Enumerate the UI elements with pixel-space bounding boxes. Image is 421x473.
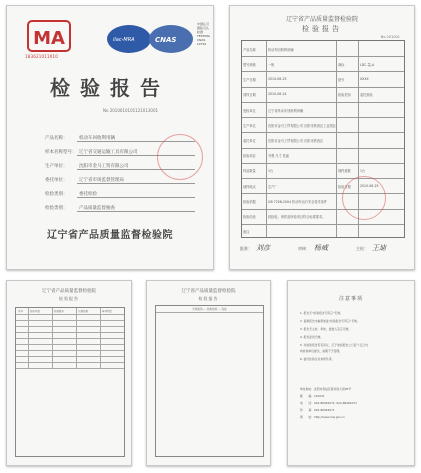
cma-text: MA xyxy=(33,28,65,49)
inspection-detail-page xyxy=(146,280,271,466)
table-header-cell: 单项判定 xyxy=(102,310,113,313)
table-gridline xyxy=(16,362,124,363)
cnas-label: CNAS xyxy=(155,36,177,44)
page-title: 检验报告 xyxy=(59,296,79,301)
table-cell: 检验结论 xyxy=(243,215,256,220)
inspection-box xyxy=(155,305,264,457)
red-stamp-icon xyxy=(157,134,203,180)
table-cell: 备注 xyxy=(243,230,250,235)
table-gridline xyxy=(16,368,124,369)
report-number: No 2010010101121013001 xyxy=(103,108,159,113)
inspector-label: 主检： xyxy=(356,246,368,251)
table-cell: 抽样地点 xyxy=(243,184,256,189)
cover-field: 委托单位： 辽宁省市场监督管理局 xyxy=(45,175,195,189)
inspection-box-header-text: 外观检验 — 结构检验 — 性能 xyxy=(192,308,227,311)
table-column-divider xyxy=(100,308,101,368)
table-cell: 检验类别 xyxy=(338,93,351,98)
table-cell: 到样日期 xyxy=(243,93,256,98)
notes-page xyxy=(287,280,415,466)
postcode-line: 邮 编：110031 xyxy=(300,394,325,398)
page-title: 检验报告 xyxy=(198,296,219,301)
table-cell: 经检验，该样品所检项目符合标准要求。 xyxy=(268,215,326,220)
reviewer-signature: 杨威 xyxy=(314,244,328,252)
table-column-divider xyxy=(52,308,53,368)
inspection-box-header xyxy=(156,306,263,313)
report-title: 检验报告 xyxy=(50,76,170,100)
table-header-cell: 实测结果 xyxy=(78,310,89,313)
page-org-header: 辽宁省产品质量监督检验院 xyxy=(42,289,96,294)
table-cell: 2010-06-25 xyxy=(268,77,287,82)
table-cell: 抽样基数 xyxy=(338,169,351,174)
signature-row xyxy=(240,244,410,260)
table-gridline xyxy=(16,314,124,315)
note-item: 4. 报告涂改无效。 xyxy=(300,335,324,339)
table-column-divider xyxy=(76,308,77,368)
table-gridline xyxy=(16,326,124,327)
fax-line: 传 真：024-86462071 xyxy=(300,408,335,412)
table-gridline xyxy=(16,338,124,339)
table-header-cell: 检验项目 xyxy=(30,310,41,313)
cover-field: 检验类别： 委托检验 xyxy=(45,189,195,203)
inspector-signature: 王迪 xyxy=(372,244,386,252)
table-header-cell: 序号 xyxy=(18,310,24,313)
table-gridline xyxy=(16,344,124,345)
table-cell: 外观 尺寸 性能 xyxy=(268,154,290,159)
table-cell: 一般 xyxy=(268,62,275,67)
cnas-subtitle: 中国认可 国际互认 检测 TESTING CNAS L0792 xyxy=(197,22,210,46)
table-cell: XXXX xyxy=(360,77,369,82)
note-item: 2. 复制报告未重新加盖“检验报告专用章”无效。 xyxy=(300,319,360,323)
table-cell: 批号 xyxy=(338,78,345,83)
test-results-table xyxy=(15,307,125,457)
cover-field: 产品名称： 机动车回收利用辆 xyxy=(45,133,195,147)
table-cell: 受检单位 xyxy=(243,108,256,113)
approver-signature: 刘彦 xyxy=(256,244,270,252)
note-item: 向检验单位提出，逾期不予受理。 xyxy=(300,349,342,353)
note-item: 6. 委托检验仅对来样负责。 xyxy=(300,357,335,361)
table-cell: 产品名称 xyxy=(243,47,256,52)
cma-number: 183621011010 xyxy=(25,54,58,59)
reviewer-label: 审核： xyxy=(298,246,310,251)
table-cell: 沈阳市金马工贸有限公司 沈阳市铁西区 xyxy=(268,138,324,143)
table-gridline xyxy=(16,332,124,333)
note-item: 5. 对检验报告若有异议，应于收到报告之日起十五日内 xyxy=(300,343,368,347)
table-cell: 2010-06-25 xyxy=(360,183,379,188)
table-cell: 型号规格 xyxy=(243,62,256,67)
note-item: 3. 报告无主检、审核、批准人签章无效。 xyxy=(300,327,352,331)
notes-title: 注意事项 xyxy=(338,296,363,302)
table-gridline xyxy=(16,320,124,321)
table-cell: 委托检验 xyxy=(360,93,373,98)
report-detail-page xyxy=(229,5,415,270)
table-cell: 检验项目 xyxy=(243,154,256,159)
table-cell: 辽宁省机动车回收利用辆 xyxy=(268,108,304,113)
table-cell: 2010-06-24 xyxy=(268,92,287,97)
report-cover-page xyxy=(6,5,214,270)
table-gridline xyxy=(16,356,124,357)
page-org-header: 辽宁省产品质量监督检验院 xyxy=(285,16,358,23)
table-gridline xyxy=(16,350,124,351)
table-column-divider xyxy=(336,41,337,237)
table-header-cell: 标准要求 xyxy=(54,310,65,313)
cma-logo-icon xyxy=(27,20,71,58)
phone-line: 电 话：024-86462072, 024-86462071 xyxy=(300,401,357,405)
address-line: 单位地址：沈阳市皇姑区黄河南大街95号 xyxy=(300,387,352,391)
table-cell: 生产厂 xyxy=(268,184,278,189)
table-cell: 检验日期 xyxy=(338,184,351,189)
report-number: No 201001 xyxy=(380,35,400,39)
table-cell: 检验依据 xyxy=(243,199,256,204)
ilac-mra-label: ilac-MRA xyxy=(113,37,135,43)
cover-field: 生产单位： 沈阳市金马工贸有限公司 xyxy=(45,161,195,175)
table-cell: GB 7258-2004 机动车运行安全技术条件 xyxy=(268,199,328,204)
approver-label: 批准： xyxy=(240,246,252,251)
table-cell: 机动车回收利用辆 xyxy=(268,47,294,52)
page-title: 检验报告 xyxy=(302,25,342,33)
page-org-header: 辽宁省产品质量监督检验院 xyxy=(181,289,236,294)
issuing-organization: 辽宁省产品质量监督检验院 xyxy=(47,230,173,241)
test-results-page xyxy=(6,280,132,466)
table-cell: 生产日期 xyxy=(243,78,256,83)
table-cell: 1台 xyxy=(360,169,366,174)
note-item: 1. 报告无“检验报告专用章”无效。 xyxy=(300,311,343,315)
table-cell: LDC-量-A xyxy=(360,62,375,67)
website-line: 网 址：http://www.lnzj.gov.cn xyxy=(300,415,345,419)
table-cell: 生产单位 xyxy=(243,123,256,128)
table-cell: 委托单位 xyxy=(243,138,256,143)
red-stamp-icon xyxy=(342,176,386,220)
table-column-divider xyxy=(28,308,29,368)
table-cell: 沈阳市金马工贸有限公司 沈阳市铁西区工业园区 xyxy=(268,123,336,128)
table-column-divider xyxy=(266,41,267,237)
certification-logos xyxy=(25,20,210,60)
table-cell: 1台 xyxy=(268,169,274,174)
cover-field: 样本名称型号： 辽宁省交通运输工具有限公司 xyxy=(45,147,195,161)
table-cell: 样品数量 xyxy=(243,169,256,174)
table-cell: 商标 xyxy=(338,62,345,67)
cover-field: 检验类别： 产品质量监督抽查 xyxy=(45,203,195,217)
